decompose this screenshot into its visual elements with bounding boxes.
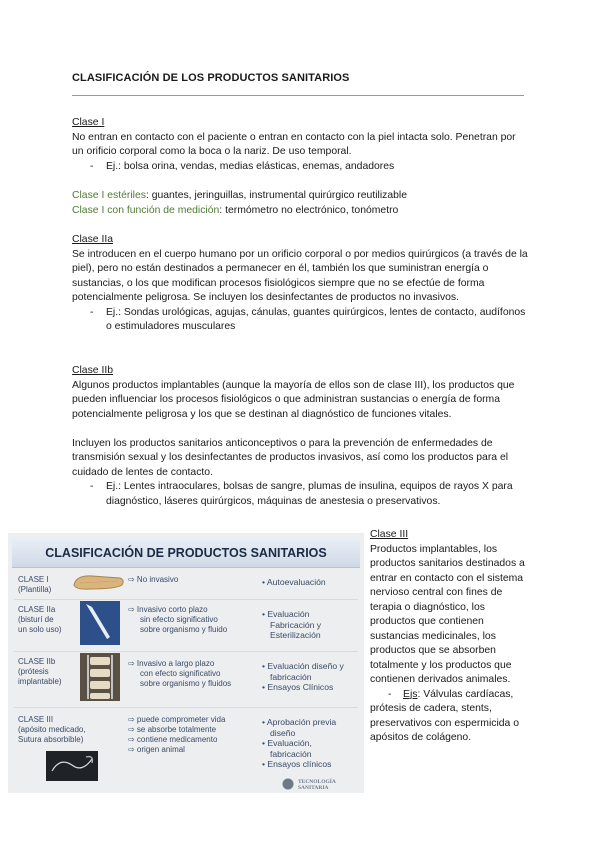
figure-title: CLASIFICACIÓN DE PRODUCTOS SANITARIOS: [45, 546, 327, 560]
right-line: diseño: [270, 727, 296, 738]
scalpel-image: [80, 601, 120, 645]
mid-line: ⇨ Invasivo a largo plazo: [128, 659, 215, 668]
text-medicion: : termómetro no electrónico, tonómetro: [219, 204, 399, 216]
label-esteriles: Clase I estériles: [72, 190, 146, 201]
classification-figure: [8, 533, 364, 793]
mid-line: ⇨ Invasivo corto plazo: [128, 605, 208, 614]
suture-image: [46, 751, 98, 781]
section-clase-i-extra: [72, 189, 528, 218]
section-clase-iib: [72, 364, 528, 509]
mid-line: ⇨ puede comprometer vida: [128, 715, 226, 724]
page-title: CLASIFICACIÓN DE LOS PRODUCTOS SANITARIOS: [72, 72, 350, 84]
text-clase-iii: Productos implantables, los productos sanitarios destinados a entrar en contacto con el sistema nervioso central con fines de terapia o diagnóstico, los productos que contienen sustancias medicinales, los productos que se absorben totalmente y los productos que contienen derivados animales.: [370, 543, 525, 685]
row-example: (prótesis: [18, 667, 49, 676]
row-class: CLASE IIb: [18, 657, 56, 666]
row-divider: [14, 599, 358, 600]
dash: -: [90, 306, 94, 318]
section-clase-i: [72, 116, 528, 174]
spinal-implant-image: [80, 653, 120, 701]
row-class: CLASE I: [18, 575, 49, 584]
text-clase-i: No entran en contacto con el paciente o entran en contacto con la piel intacta solo. Penetran por un orificio corporal como la boca o la nariz. De uso temporal.: [72, 131, 516, 157]
figure-row-mid: [128, 715, 225, 755]
line-esteriles: [72, 189, 528, 204]
figure-row-mid: [128, 575, 178, 585]
insole-image: [70, 571, 126, 593]
mid-line: sobre organismo y fluidos: [140, 679, 232, 688]
heading-clase-i: Clase I: [72, 117, 105, 128]
mid-line: ⇨ se absorbe totalmente: [128, 725, 217, 734]
right-line: Esterilización: [270, 630, 321, 640]
dash: -: [388, 688, 404, 700]
mid-line: ⇨ No invasivo: [128, 575, 179, 584]
row-class: CLASE IIa: [18, 605, 56, 614]
bullet-clase-iib: [72, 480, 528, 509]
bullet-text: Ej.: bolsa orina, vendas, medias elásticas, enemas, andadores: [106, 160, 395, 172]
title-divider: [72, 95, 524, 96]
mid-line: ⇨ contiene medicamento: [128, 735, 218, 744]
figure-row-right: [262, 717, 336, 770]
mid-line: sobre organismo y fluido: [140, 625, 228, 634]
mid-line: sin efecto significativo: [140, 615, 218, 624]
heading-clase-iii: Clase III: [370, 529, 409, 540]
mid-line: ⇨ origen animal: [128, 745, 185, 754]
figure-row-mid: [128, 659, 231, 689]
figure-row-right: [262, 609, 321, 641]
text-clase-iib: Algunos productos implantables (aunque la mayoría de ellos son de clase III), los productos que pueden influenciar los procesos fisiológicos o que administran sustancias o energía de forma potencialmente peligrosa y los que se destinan al diagnóstico de funciones vitales.: [72, 379, 515, 420]
section-clase-iia: [72, 233, 528, 335]
right-line: • Evaluación,: [262, 738, 312, 748]
text-clase-iia: Se introducen en el cuerpo humano por un orificio corporal o por medios quirúrgicos (a través de la piel), pero no están destinados a permanecer en él, también los que suministran energía o sustancias, o los que modifican procesos fisiológicos siempre que no se efectúe de forma potencialmente peligrosa. Se incluyen los desinfectantes de productos no invasivos.: [72, 248, 528, 303]
figure-row-label: [18, 575, 51, 595]
row-class: CLASE III: [18, 715, 54, 724]
figure-row-mid: [128, 605, 227, 635]
figure-row-right: [262, 577, 326, 588]
bullet-clase-i: [72, 160, 528, 175]
figure-row-label: [18, 657, 62, 687]
row-example: Sutura absorbible): [18, 735, 84, 744]
mid-line: con efecto significativo: [140, 669, 221, 678]
heading-clase-iia: Clase IIa: [72, 234, 114, 245]
right-line: fabricación: [270, 671, 312, 682]
heading-clase-iib: Clase IIb: [72, 365, 114, 376]
logo-text: TECNOLOGÍA SANITARIA: [298, 779, 336, 791]
bullet-text: Ej.: Sondas urológicas, agujas, cánulas, guantes quirúrgicos, lentes de contacto, audífonos o estimuladores musculares: [106, 306, 526, 332]
bullet-text: : Válvulas cardíacas, prótesis de cadera, stents, preservativos con espermicida o apósitos de colágeno.: [370, 688, 520, 743]
right-line: • Evaluación diseño y: [262, 661, 344, 671]
logo-mark-icon: [282, 778, 294, 790]
right-line: • Aprobación previa: [262, 717, 337, 727]
row-divider: [14, 651, 358, 652]
figure-row-label: [18, 715, 86, 745]
row-example: (bisturí de: [18, 615, 54, 624]
bullet-clase-iii: [370, 688, 530, 746]
text-clase-iib-2: Incluyen los productos sanitarios anticonceptivos o para la prevención de enfermedades de transmisión sexual y los desinfectantes de productos invasivos, así como los productos para el cuidado de lentes de contacto.: [72, 437, 509, 478]
right-line: • Evaluación: [262, 609, 310, 619]
section-clase-iii: [370, 528, 530, 746]
right-line: • Ensayos clínicos: [262, 759, 332, 769]
right-line: Fabricación y: [270, 619, 322, 630]
right-line: • Ensayos Clínicos: [262, 682, 334, 692]
row-example: implantable): [18, 677, 62, 686]
row-example: un solo uso): [18, 625, 62, 634]
dash: -: [90, 160, 94, 172]
figure-title-box: [12, 539, 360, 568]
bullet-clase-iia: [72, 306, 528, 335]
figure-row-label: [18, 605, 62, 635]
bullet-text: Ej.: Lentes intraoculares, bolsas de sangre, plumas de insulina, equipos de rayos X para diagnóstico, láseres quirúrgicos, máquinas de anestesia o preservativos.: [106, 481, 513, 507]
row-example: (Plantilla): [18, 585, 52, 594]
figure-row-right: [262, 661, 344, 693]
row-example: (apósito medicado,: [18, 725, 86, 734]
label-medicion: Clase I con función de medición: [72, 204, 220, 216]
right-line: • Autoevaluación: [262, 577, 326, 587]
tecnologia-sanitaria-logo: [282, 777, 362, 791]
bullet-label: Ejs: [403, 688, 418, 700]
text-esteriles: : guantes, jeringuillas, instrumental quirúrgico reutilizable: [145, 190, 407, 201]
right-line: fabricación: [270, 748, 312, 759]
row-divider: [14, 707, 358, 708]
line-medicion: [72, 204, 528, 219]
dash: -: [90, 481, 94, 492]
